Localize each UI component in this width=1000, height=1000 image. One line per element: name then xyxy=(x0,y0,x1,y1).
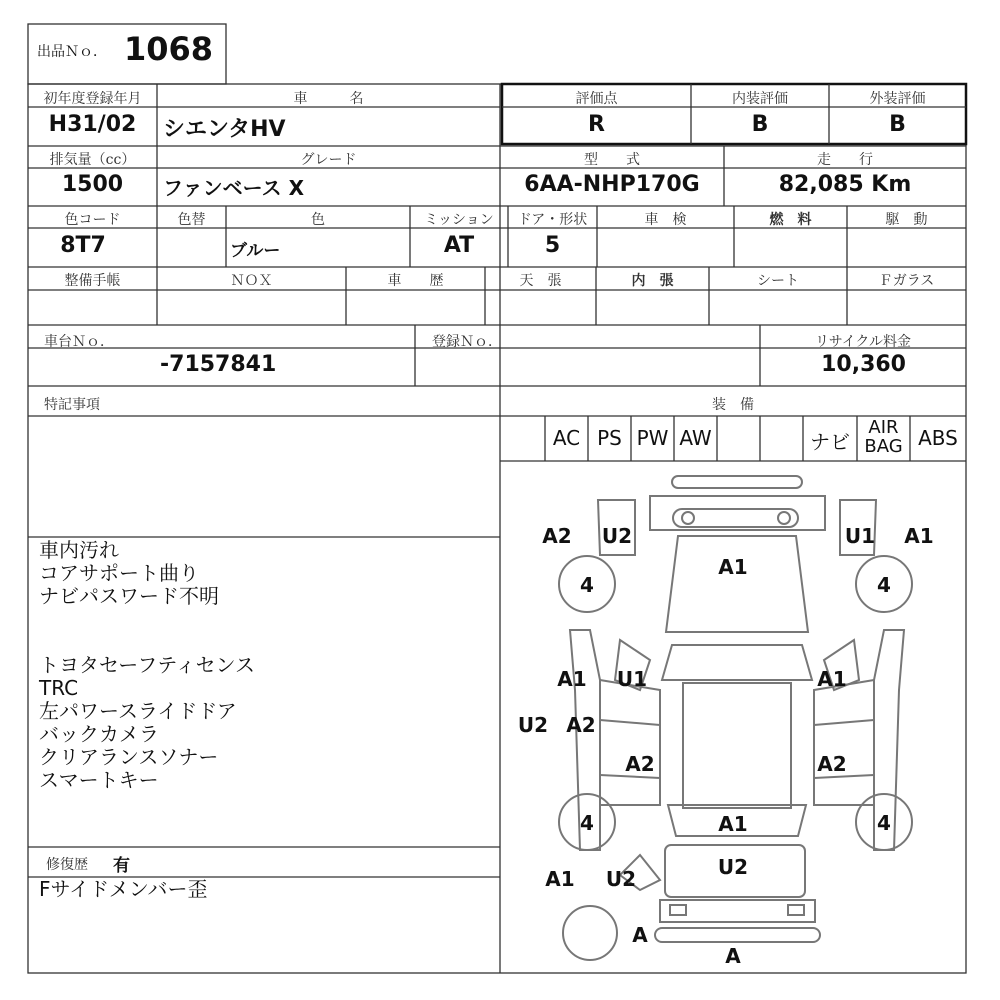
notes-text-2: トヨタセーフティセンス TRC 左パワースライドドア バックカメラ クリアランスソナー スマートキー xyxy=(39,653,255,792)
repair-history-value: 有 xyxy=(113,856,130,876)
mission-value: AT xyxy=(443,233,475,258)
grade-value: ファンベース X xyxy=(163,176,304,200)
equipment-pw: PW xyxy=(636,426,669,450)
equipment-ac: AC xyxy=(552,426,581,450)
damage-mark: U1 xyxy=(844,524,876,548)
notes-label: 特記事項 xyxy=(44,397,100,413)
front-glass-label: Ｆガラス xyxy=(878,273,935,289)
damage-mark: A2 xyxy=(542,524,572,548)
damage-mark: U2 xyxy=(717,855,749,879)
mileage-value: 82,085 Km xyxy=(778,172,912,197)
chassis-value: -7157841 xyxy=(160,352,277,377)
model-label: 型 式 xyxy=(584,152,640,168)
displacement-label: 排気量（cc） xyxy=(49,152,136,168)
recycle-fee-label: リサイクル料金 xyxy=(814,334,912,350)
damage-mark: U2 xyxy=(517,713,549,737)
damage-mark: A xyxy=(725,944,741,968)
model-value: 6AA-NHP170G xyxy=(524,172,700,197)
equipment-navi: ナビ xyxy=(810,430,850,454)
equipment-airbag: AIR BAG xyxy=(864,417,903,457)
mission-label: ミッション xyxy=(424,212,494,228)
car-name-label: 車 名 xyxy=(293,91,364,107)
tire-rear-left: 4 xyxy=(580,811,594,835)
interior-score-value: B xyxy=(751,112,769,137)
damage-mark: A1 xyxy=(904,524,934,548)
damage-mark: A1 xyxy=(545,867,575,891)
tire-rear-right: 4 xyxy=(877,811,891,835)
service-book-label: 整備手帳 xyxy=(64,273,121,289)
score-label: 評価点 xyxy=(575,91,618,107)
equipment-aw: AW xyxy=(679,426,712,450)
exterior-score-label: 外装評価 xyxy=(869,91,926,107)
displacement-value: 1500 xyxy=(61,172,124,197)
notes-text-1: 車内汚れ コアサポート曲り ナビパスワード不明 xyxy=(39,538,219,608)
damage-mark: A2 xyxy=(817,752,847,776)
lot-label: 出品Ｎｏ． xyxy=(37,44,107,60)
damage-mark: A1 xyxy=(718,555,748,579)
color-code-value: 8T7 xyxy=(60,233,106,258)
interior-lining-label: 内 張 xyxy=(631,273,674,289)
damage-mark: U1 xyxy=(616,667,648,691)
registration-date-label: 初年度登録年月 xyxy=(43,91,142,107)
equipment-label: 装 備 xyxy=(712,397,754,413)
recycle-fee-value: 10,360 xyxy=(821,352,906,377)
grade-label: グレード xyxy=(300,152,357,168)
car-name-value: シエンタHV xyxy=(163,117,286,142)
color-value: ブルー xyxy=(230,241,281,261)
damage-mark: U2 xyxy=(605,867,637,891)
damage-mark: A2 xyxy=(566,713,596,737)
damage-mark: A1 xyxy=(718,812,748,836)
tire-front-right: 4 xyxy=(877,573,891,597)
damage-mark: A2 xyxy=(625,752,655,776)
damage-mark: A1 xyxy=(557,667,587,691)
mileage-label: 走 行 xyxy=(817,152,873,168)
door-label: ドア・形状 xyxy=(517,212,588,228)
history-label: 車 歴 xyxy=(387,273,444,289)
interior-score-label: 内装評価 xyxy=(732,91,788,107)
fuel-label: 燃 料 xyxy=(769,212,812,228)
equipment-abs: ABS xyxy=(918,426,958,450)
drive-label: 駆 動 xyxy=(885,212,928,228)
color-label: 色 xyxy=(311,212,325,228)
damage-mark: A xyxy=(632,923,648,947)
repaint-label: 色替 xyxy=(177,212,206,228)
door-value: 5 xyxy=(544,233,561,258)
registration-no-label: 登録Ｎｏ． xyxy=(432,334,502,350)
exterior-score-value: B xyxy=(889,112,906,137)
registration-date-value: H31/02 xyxy=(48,112,137,137)
repair-history-label: 修復歴 xyxy=(46,857,88,873)
seat-label: シート xyxy=(757,273,799,289)
lot-number: 1068 xyxy=(124,30,214,68)
nox-label: ＮＯＸ xyxy=(230,273,273,289)
chassis-label: 車台Ｎｏ． xyxy=(44,334,114,350)
color-code-label: 色コード xyxy=(64,212,121,228)
damage-mark: A1 xyxy=(817,667,847,691)
roof-lining-label: 天 張 xyxy=(519,273,562,289)
inspection-label: 車 検 xyxy=(644,212,687,228)
tire-front-left: 4 xyxy=(580,573,594,597)
equipment-ps: PS xyxy=(597,426,622,450)
damage-mark: U2 xyxy=(601,524,633,548)
repair-detail: Fサイドメンバー歪 xyxy=(39,877,208,901)
score-value: R xyxy=(588,112,605,137)
